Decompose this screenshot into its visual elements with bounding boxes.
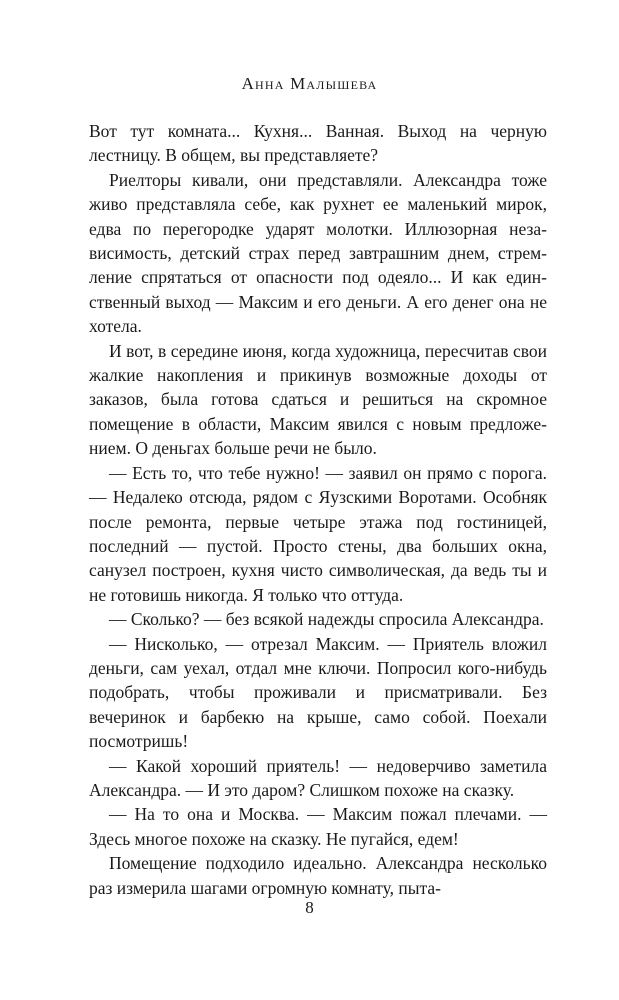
paragraph-5: — Сколько? — без всякой надежды спросила Александра.	[109, 609, 544, 630]
running-head-author: Анна Малышева	[241, 74, 378, 93]
paragraph-9: Помещение подходило идеально. Александра несколько раз измерила шагами огромную комнату, пыта-	[89, 853, 547, 898]
paragraph-8: — На то она и Москва. — Максим пожал плечами. — Здесь многое похоже на сказку. Не пугайся, едем!	[89, 804, 547, 849]
paragraph-4: — Есть то, что тебе нужно! — заявил он прямо с порога. — Недалеко отсюда, рядом с Яузскими Воротами. Особняк после ремонта, первые четыре этажа под гостиницей, последний — пустой. Просто стены, два больших окна, санузел построен, кухня чисто символическая, да ведь ты и не готовишь никогда. Я только что оттуда.	[89, 462, 547, 605]
paragraph-6: — Нисколько, — отрезал Максим. — Приятель вложил деньги, сам уехал, отдал мне ключи. Попросил кого-нибудь подобрать, чтобы проживали и присматривали. Без вечеринок и барбекю на крыше, само собой. Поехали посмотришь!	[89, 633, 547, 752]
paragraph-2: Риелторы кивали, они представляли. Александра тоже живо представляла себе, как рухнет ее маленький мирок, едва по перегородке ударят молотки. Иллюзорная независимость, детский страх перед завтрашним днем, стремление спрятаться от опасности под одеяло... И как единственный выход — Максим и его деньги. А его денег она не хотела.	[89, 169, 547, 337]
paragraph-1: Вот тут комната... Кухня... Ванная. Выход на черную лестницу. В общем, вы представляете?	[89, 121, 547, 166]
body-text	[89, 119, 547, 900]
page-number: 8	[305, 898, 314, 917]
paragraph-7: — Какой хороший приятель! — недоверчиво заметила Александра. — И это даром? Слишком похоже на сказку.	[89, 755, 547, 800]
paragraph-3: И вот, в середине июня, когда художница, пересчитав свои жалкие накопления и прикинув возможные доходы от заказов, была готова сдаться и решиться на скромное помещение в области, Максим явился с новым предложением. О деньгах больше речи не было.	[89, 340, 547, 459]
